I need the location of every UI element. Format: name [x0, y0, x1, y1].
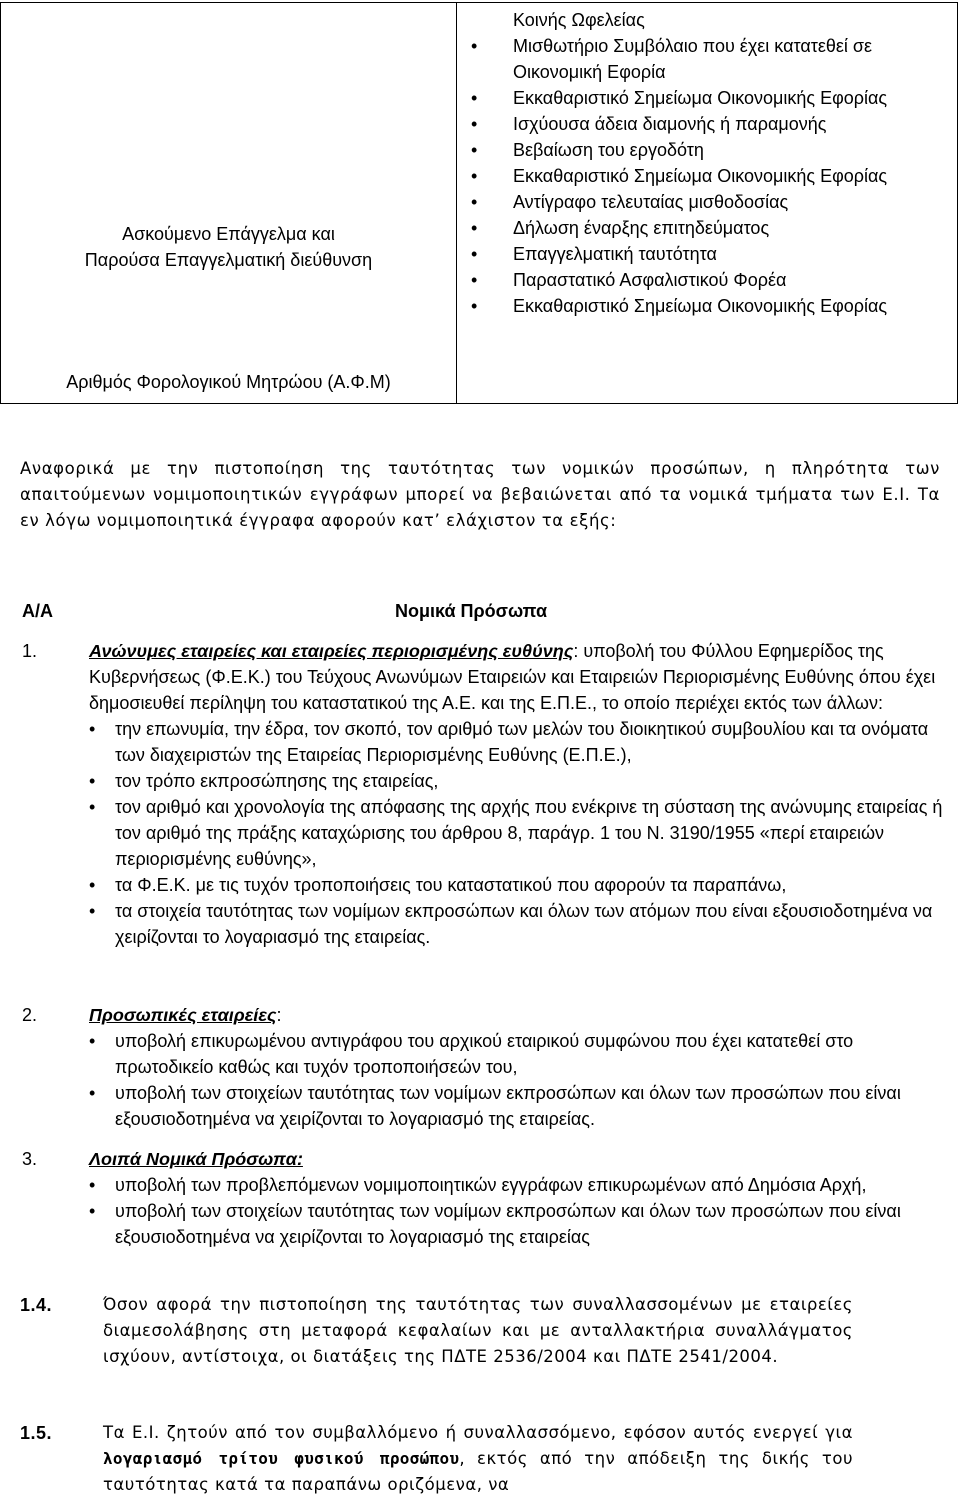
- row-text: : υποβολή του Φύλλου Εφημερίδος της Κυβερνήσεως (Φ.Ε.Κ.) του Τεύχους Ανωνύμων Εταιρειών και Εταιρειών Περιορισμένης Ευθύνης όπου έχει δημοσιευθεί περίληψη του καταστατικού της Α.Ε. και της Ε.Π.Ε., το οποίο περιέχει εκτός των άλλων:: [89, 641, 936, 713]
- document-list-item: • Μισθωτήριο Συμβόλαιο που έχει κατατεθεί σε Οικονομική Εφορία: [513, 33, 943, 85]
- row-body: [89, 1002, 949, 1132]
- row-bullet: • υποβολή των στοιχείων ταυτότητας των νομίμων εκπροσώπων και όλων των προσώπων που είναι εξουσιοδοτημένα να χειρίζονται το λογαριασμό της εταιρείας.: [89, 1080, 949, 1132]
- row-title: Λοιπά Νομικά Πρόσωπα:: [89, 1149, 303, 1169]
- document-list-item: • Εκκαθαριστικό Σημείωμα Οικονομικής Εφορίας: [513, 293, 943, 319]
- section-1-5-text-start: Τα Ε.Ι. ζητούν από τον συμβαλλόμενο ή συναλλασσόμενο, εφόσον αυτός ενεργεί για: [103, 1423, 853, 1442]
- client-documents-table: [0, 2, 958, 404]
- row-text: :: [276, 1005, 282, 1025]
- document-list-item: • Επαγγελματική ταυτότητα: [513, 241, 943, 267]
- column-legal-entities: Νομικά Πρόσωπα: [395, 601, 548, 621]
- address-label: Παρούσα Επαγγελματική διεύθυνση: [84, 250, 373, 270]
- tax-number-label: Αριθμός Φορολογικού Μητρώου (Α.Φ.Μ): [66, 372, 391, 392]
- row-intro: [89, 1146, 949, 1172]
- legal-entities-table: [0, 578, 958, 1268]
- document-list: [513, 33, 943, 319]
- row-bullet: • τον αριθμό και χρονολογία της απόφασης της αρχής που ενέκρινε τη σύσταση της ανώνυμης εταιρείας ή τον αριθμό της πράξης καταχώρισης του άρθρου 8, παράγρ. 1 του Ν. 3190/1955 «περί εταιρειών περιορισμένης ευθύνης»,: [89, 794, 949, 872]
- row-bullet: • την επωνυμία, την έδρα, τον σκοπό, τον αριθμό των μελών του διοικητικού συμβουλίου και τα ονόματα των διαχειριστών της Εταιρείας Περιορισμένης Ευθύνης (Ε.Π.Ε.),: [89, 716, 949, 768]
- row-number: 2.: [22, 1005, 38, 1025]
- row-intro: [89, 638, 949, 716]
- document-list-item: • Παραστατικό Ασφαλιστικού Φορέα: [513, 267, 943, 293]
- row-body: [89, 638, 949, 950]
- row-title: Προσωπικές εταιρείες: [89, 1005, 277, 1025]
- section-1-4-number: 1.4.: [20, 1295, 53, 1315]
- occupation-label: Ασκούμενο Επάγγελμα και: [122, 224, 335, 244]
- row-intro: [89, 1002, 949, 1028]
- document-list-item: • Αντίγραφο τελευταίας μισθοδοσίας: [513, 189, 943, 215]
- document-list-item: • Ισχύουσα άδεια διαμονής ή παραμονής: [513, 111, 943, 137]
- section-1-4-text: Όσον αφορά την πιστοποίηση της ταυτότητας των συναλλασσομένων με εταιρείες διαμεσολάβησης στη μεταφορά κεφαλαίων και με ανταλλακτήρια συναλλάγματος ισχύουν, αντίστοιχα, οι διατάξεις της ΠΔΤΕ 2536/2004 και ΠΔΤΕ 2541/2004.: [103, 1295, 853, 1366]
- document-list-item: • Εκκαθαριστικό Σημείωμα Οικονομικής Εφορίας: [513, 163, 943, 189]
- intro-paragraph: Αναφορικά με την πιστοποίηση της ταυτότητας των νομικών προσώπων, η πληρότητα των απαιτούμενων νομιμοποιητικών εγγράφων μπορεί να βεβαιώνεται από τα νομικά τμήματα των Ε.Ι. Τα εν λόγω νομιμοποιητικά έγγραφα αφορούν κατ’ ελάχιστον τα εξής:: [20, 459, 940, 530]
- row-bullet: • τα Φ.Ε.Κ. με τις τυχόν τροποποιήσεις του καταστατικού που αφορούν τα παραπάνω,: [89, 872, 949, 898]
- table-divider: [456, 3, 457, 403]
- row-bullet: • υποβολή επικυρωμένου αντιγράφου του αρχικού εταιρικού συμφώνου που έχει κατατεθεί στο πρωτοδικείο καθώς και τυχόν τροποποιήσεών του,: [89, 1028, 949, 1080]
- section-1-5-text: [103, 1420, 853, 1498]
- row-bullet: • τα στοιχεία ταυτότητας των νομίμων εκπροσώπων και όλων των ατόμων που είναι εξουσιοδοτημένα να χειρίζονται το λογαριασμό της εταιρείας.: [89, 898, 949, 950]
- section-1-5-bold: λογαριασμό τρίτου φυσικού προσώπου: [103, 1449, 460, 1468]
- row-number: 3.: [22, 1149, 38, 1169]
- row-title: Ανώνυμες εταιρείες και εταιρείες περιορισμένης ευθύνης: [89, 641, 574, 661]
- document-list-item: • Εκκαθαριστικό Σημείωμα Οικονομικής Εφορίας: [513, 85, 943, 111]
- row-bullet: • υποβολή των προβλεπόμενων νομιμοποιητικών εγγράφων επικυρωμένων από Δημόσια Αρχή,: [89, 1172, 949, 1198]
- document-list-item: • Βεβαίωση του εργοδότη: [513, 137, 943, 163]
- document-list-item: • Δήλωση έναρξης επιτηδεύματος: [513, 215, 943, 241]
- utility-line: Κοινής Ωφελείας: [513, 10, 645, 30]
- column-aa: Α/Α: [22, 601, 53, 621]
- section-1-5-text-end: , εκτός από την απόδειξη της δικής του ταυτότητας κατά τα παραπάνω οριζόμενα, να: [103, 1449, 853, 1494]
- row-body: [89, 1146, 949, 1250]
- right-cell: [513, 7, 943, 319]
- row-number: 1.: [22, 641, 38, 661]
- row-bullet: • τον τρόπο εκπροσώπησης της εταιρείας,: [89, 768, 949, 794]
- section-1-5-number: 1.5.: [20, 1423, 53, 1443]
- row-bullet: • υποβολή των στοιχείων ταυτότητας των νομίμων εκπροσώπων και όλων των προσώπων που είναι εξουσιοδοτημένα να χειρίζονται το λογαριασμό της εταιρείας: [89, 1198, 949, 1250]
